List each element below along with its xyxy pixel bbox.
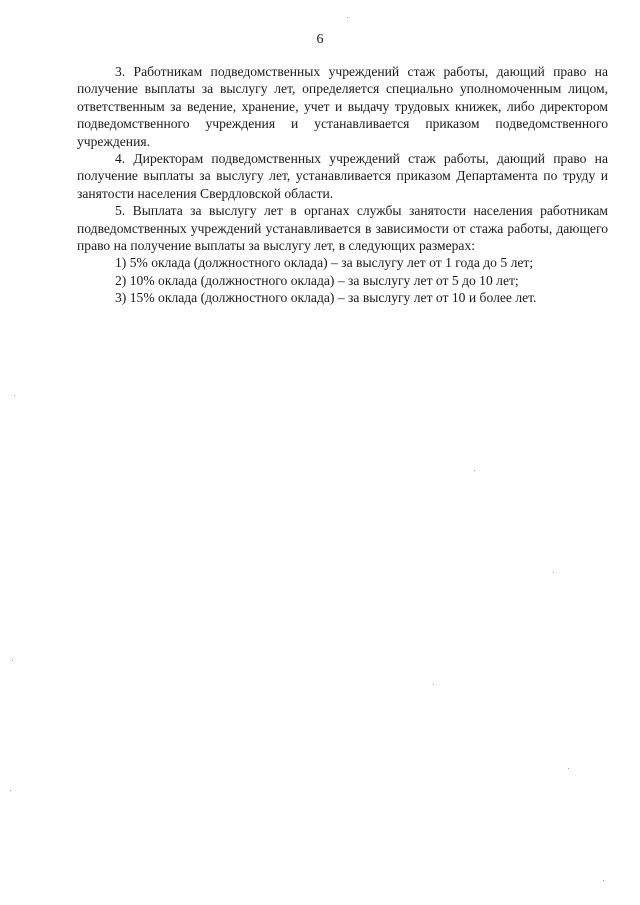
scan-speck (474, 470, 475, 471)
scan-speck (568, 768, 569, 769)
paragraph-5: 5. Выплата за выслугу лет в органах службы занятости населения работникам подведомственных учреждений устанавливается в зависимости от стажа работы, дающего право на получение выплаты за выслугу лет, в следующих размерах: (77, 203, 608, 254)
scan-speck (347, 17, 348, 18)
scan-speck (10, 790, 11, 791)
scan-speck (14, 395, 15, 396)
scan-speck (433, 684, 434, 685)
document-body (77, 63, 608, 307)
list-item-2: 2) 10% оклада (должностного оклада) – за выслугу лет от 5 до 10 лет; (115, 272, 519, 288)
scan-speck (12, 660, 13, 661)
scan-speck (553, 572, 554, 573)
list-item-1: 1) 5% оклада (должностного оклада) – за выслугу лет от 1 года до 5 лет; (115, 255, 534, 271)
scan-speck (603, 880, 604, 881)
paragraph-3: 3. Работникам подведомственных учреждений стаж работы, дающий право на получение выплаты за выслугу лет, определяется специально уполномоченным лицом, ответственным за ведение, хранение, учет и выдачу трудовых книжек, либо директором подведомственного учреждения и устанавливается приказом подведомственного учреждения. (77, 64, 608, 149)
paragraph-4: 4. Директорам подведомственных учреждений стаж работы, дающий право на получение выплаты за выслугу лет, устанавливается приказом Департамента по труду и занятости населения Свердловской области. (77, 151, 608, 201)
list-item-3: 3) 15% оклада (должностного оклада) – за выслугу лет от 10 и более лет. (115, 290, 537, 306)
page-number: 6 (316, 32, 324, 47)
